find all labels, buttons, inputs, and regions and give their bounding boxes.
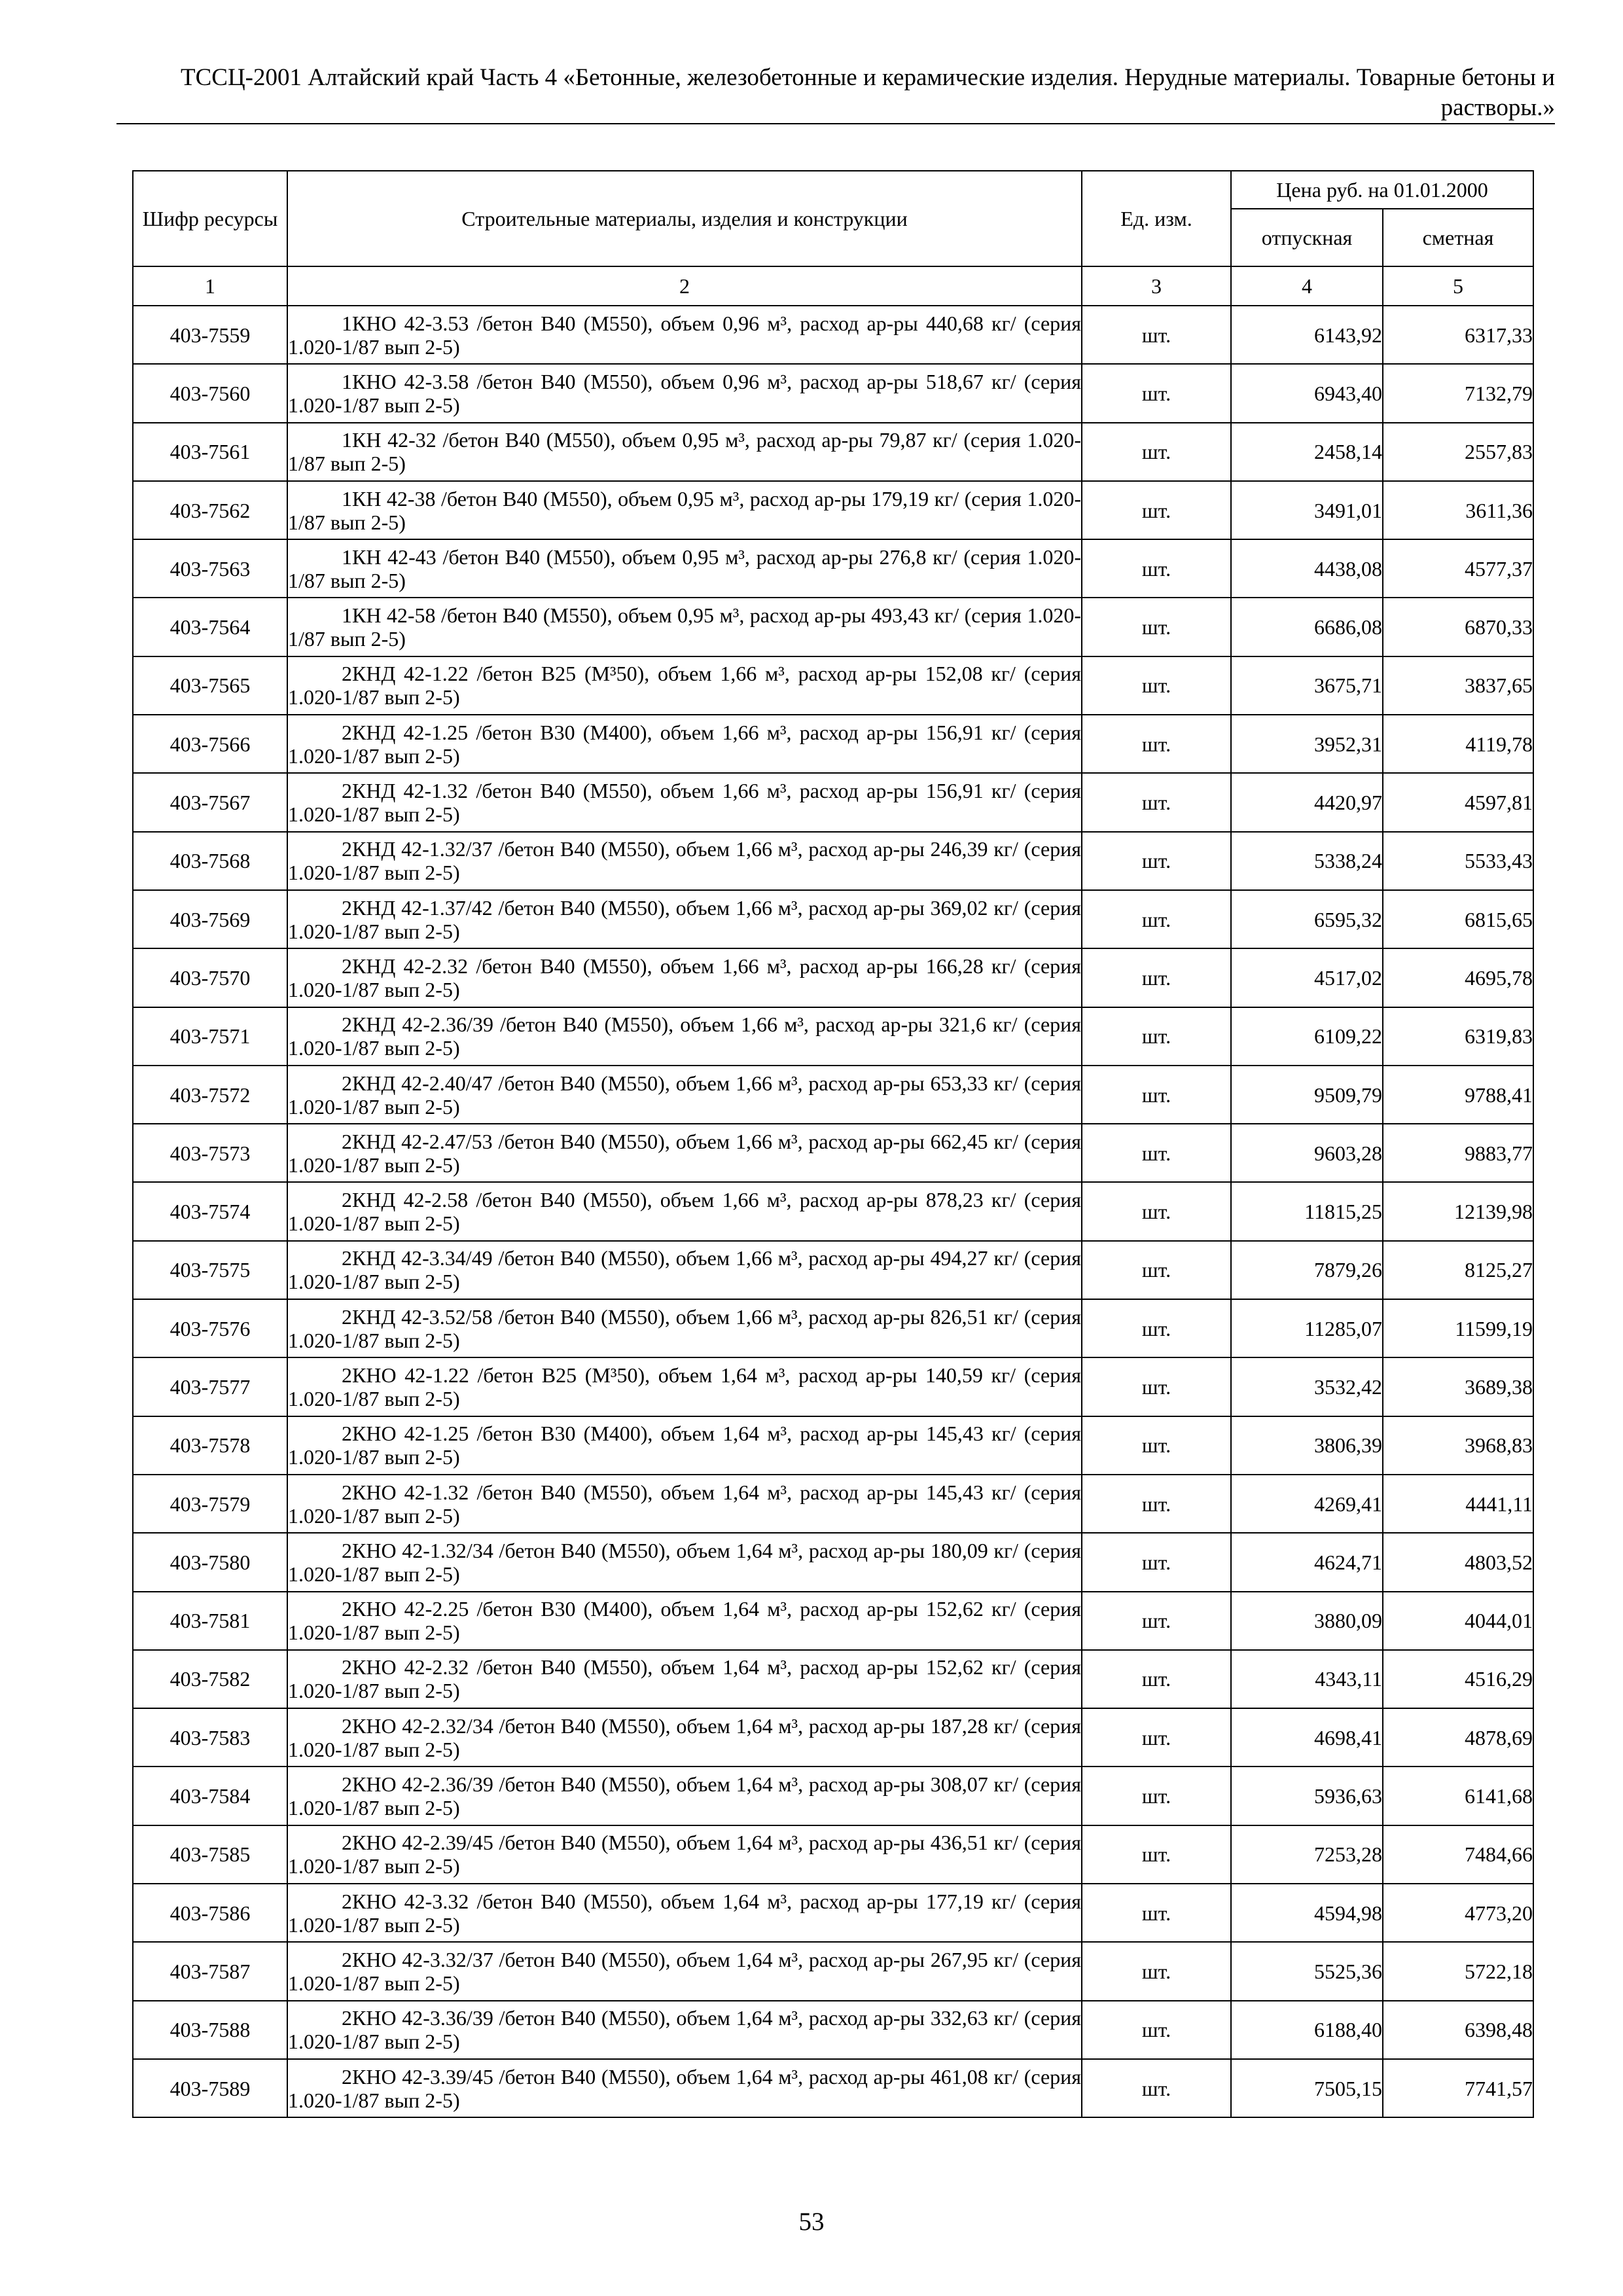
table-row [133,773,1533,831]
material-description-cell [287,1767,1082,1825]
table-row [133,364,1533,422]
unit-cell: шт. [1082,2059,1231,2117]
release-price-cell: 4594,98 [1231,1884,1383,1942]
unit-cell: шт. [1082,598,1231,656]
resource-code-cell: 403-7565 [133,656,287,715]
material-description-cell [287,364,1082,422]
estimate-price-cell: 2557,83 [1383,423,1533,481]
release-price-cell: 6109,22 [1231,1007,1383,1066]
column-header-code: Шифр ресурсы [133,171,287,266]
table-row [133,2059,1533,2117]
release-price-cell: 7505,15 [1231,2059,1383,2117]
table-row [133,1299,1533,1357]
unit-cell: шт. [1082,715,1231,773]
material-description-cell [287,1708,1082,1767]
release-price-cell: 5525,36 [1231,1942,1383,2000]
table-row [133,1066,1533,1124]
resource-code-cell: 403-7572 [133,1066,287,1124]
estimate-price-cell: 4044,01 [1383,1592,1533,1650]
estimate-price-cell: 7484,66 [1383,1825,1533,1884]
resource-code-cell: 403-7568 [133,832,287,890]
release-price-cell: 4624,71 [1231,1533,1383,1591]
resource-code-cell: 403-7576 [133,1299,287,1357]
table-row [133,1182,1533,1240]
unit-cell: шт. [1082,773,1231,831]
header-divider [116,123,1555,124]
material-description-cell [287,1182,1082,1240]
unit-cell: шт. [1082,1124,1231,1182]
table-row [133,1767,1533,1825]
material-description-text: 2КНД 42-2.58 /бетон В40 (М550), объем 1,66 м³, расход ар-ры 878,23 кг/ (серия 1.020-1/87 вып 2-5) [288,1188,1081,1236]
material-description-cell [287,1884,1082,1942]
table-row [133,2001,1533,2059]
table-row [133,1884,1533,1942]
release-price-cell: 6143,92 [1231,306,1383,364]
page-header-line-1: ТССЦ-2001 Алтайский край Часть 4 «Бетонные, железобетонные и керамические изделия. Нерудные материалы. Товарные бетоны и [180,64,1555,91]
release-price-cell: 11285,07 [1231,1299,1383,1357]
unit-cell: шт. [1082,1007,1231,1066]
material-description-text: 1КН 42-38 /бетон В40 (М550), объем 0,95 м³, расход ар-ры 179,19 кг/ (серия 1.020-1/87 вып 2-5) [288,486,1081,534]
material-description-cell [287,1592,1082,1650]
column-number-row [133,266,1533,306]
resource-code-cell: 403-7586 [133,1884,287,1942]
table-row [133,539,1533,598]
unit-cell: шт. [1082,1533,1231,1591]
unit-cell: шт. [1082,1066,1231,1124]
material-description-cell [287,2059,1082,2117]
table-row [133,1708,1533,1767]
material-description-cell [287,1124,1082,1182]
material-description-cell [287,1533,1082,1591]
material-description-text: 2КНО 42-2.32/34 /бетон В40 (М550), объем 1,64 м³, расход ар-ры 187,28 кг/ (серия 1.020-1/87 вып 2-5) [288,1713,1081,1761]
material-description-cell [287,306,1082,364]
estimate-price-cell: 12139,98 [1383,1182,1533,1240]
material-description-cell [287,948,1082,1007]
unit-cell: шт. [1082,1182,1231,1240]
table-row [133,1416,1533,1475]
table-row [133,890,1533,948]
estimate-price-cell: 7741,57 [1383,2059,1533,2117]
page-number: 53 [798,2208,825,2236]
unit-cell: шт. [1082,1592,1231,1650]
material-description-text: 2КНО 42-3.32/37 /бетон В40 (М550), объем 1,64 м³, расход ар-ры 267,95 кг/ (серия 1.020-1/87 вып 2-5) [288,1947,1081,1995]
material-description-cell [287,1357,1082,1416]
material-description-text: 2КНД 42-2.32 /бетон В40 (М550), объем 1,66 м³, расход ар-ры 166,28 кг/ (серия 1.020-1/87 вып 2-5) [288,954,1081,1001]
resource-code-cell: 403-7567 [133,773,287,831]
resource-code-cell: 403-7569 [133,890,287,948]
table-row [133,1825,1533,1884]
release-price-cell: 11815,25 [1231,1182,1383,1240]
estimate-price-cell: 6317,33 [1383,306,1533,364]
estimate-price-cell: 4878,69 [1383,1708,1533,1767]
unit-cell: шт. [1082,1708,1231,1767]
estimate-price-cell: 4597,81 [1383,773,1533,831]
unit-cell: шт. [1082,539,1231,598]
material-description-text: 2КНД 42-1.37/42 /бетон В40 (М550), объем 1,66 м³, расход ар-ры 369,02 кг/ (серия 1.020-1/87 вып 2-5) [288,895,1081,943]
estimate-price-cell: 6870,33 [1383,598,1533,656]
estimate-price-cell: 6815,65 [1383,890,1533,948]
resource-code-cell: 403-7564 [133,598,287,656]
material-description-text: 2КНО 42-3.36/39 /бетон В40 (М550), объем 1,64 м³, расход ар-ры 332,63 кг/ (серия 1.020-1/87 вып 2-5) [288,2006,1081,2054]
unit-cell: шт. [1082,1357,1231,1416]
column-number: 1 [133,266,287,306]
resource-code-cell: 403-7560 [133,364,287,422]
estimate-price-cell: 4516,29 [1383,1650,1533,1708]
resource-code-cell: 403-7584 [133,1767,287,1825]
estimate-price-cell: 4773,20 [1383,1884,1533,1942]
material-description-text: 2КНД 42-2.40/47 /бетон В40 (М550), объем 1,66 м³, расход ар-ры 653,33 кг/ (серия 1.020-1/87 вып 2-5) [288,1071,1081,1119]
release-price-cell: 3806,39 [1231,1416,1383,1475]
material-description-text: 2КНО 42-3.39/45 /бетон В40 (М550), объем 1,64 м³, расход ар-ры 461,08 кг/ (серия 1.020-1/87 вып 2-5) [288,2064,1081,2112]
release-price-cell: 7253,28 [1231,1825,1383,1884]
material-description-text: 1КН 42-43 /бетон В40 (М550), объем 0,95 м³, расход ар-ры 276,8 кг/ (серия 1.020-1/87 вып 2-5) [288,545,1081,592]
resource-code-cell: 403-7574 [133,1182,287,1240]
table-row [133,1007,1533,1066]
release-price-cell: 3952,31 [1231,715,1383,773]
estimate-price-cell: 8125,27 [1383,1241,1533,1299]
column-header-release-price: отпускная [1231,209,1383,266]
material-description-cell [287,832,1082,890]
release-price-cell: 9509,79 [1231,1066,1383,1124]
material-description-text: 2КНД 42-2.36/39 /бетон В40 (М550), объем 1,66 м³, расход ар-ры 321,6 кг/ (серия 1.020-1/87 вып 2-5) [288,1013,1081,1060]
material-description-text: 2КНО 42-2.32 /бетон В40 (М550), объем 1,64 м³, расход ар-ры 152,62 кг/ (серия 1.020-1/87 вып 2-5) [288,1655,1081,1703]
material-description-cell [287,1416,1082,1475]
resource-code-cell: 403-7571 [133,1007,287,1066]
column-number: 5 [1383,266,1533,306]
material-description-cell [287,539,1082,598]
column-header-name: Строительные материалы, изделия и конструкции [287,171,1082,266]
release-price-cell: 3491,01 [1231,481,1383,539]
material-description-text: 2КНО 42-1.32/34 /бетон В40 (М550), объем 1,64 м³, расход ар-ры 180,09 кг/ (серия 1.020-1/87 вып 2-5) [288,1538,1081,1586]
release-price-cell: 4517,02 [1231,948,1383,1007]
release-price-cell: 6943,40 [1231,364,1383,422]
price-table [132,170,1534,2118]
estimate-price-cell: 4803,52 [1383,1533,1533,1591]
material-description-text: 2КНД 42-1.32/37 /бетон В40 (М550), объем 1,66 м³, расход ар-ры 246,39 кг/ (серия 1.020-1/87 вып 2-5) [288,837,1081,885]
resource-code-cell: 403-7583 [133,1708,287,1767]
material-description-cell [287,423,1082,481]
unit-cell: шт. [1082,1416,1231,1475]
table-row [133,948,1533,1007]
unit-cell: шт. [1082,1767,1231,1825]
material-description-text: 1КНО 42-3.53 /бетон В40 (М550), объем 0,96 м³, расход ар-ры 440,68 кг/ (серия 1.020-1/87 вып 2-5) [288,311,1081,359]
material-description-text: 2КНО 42-1.25 /бетон В30 (М400), объем 1,64 м³, расход ар-ры 145,43 кг/ (серия 1.020-1/87 вып 2-5) [288,1422,1081,1469]
table-row [133,306,1533,364]
estimate-price-cell: 9883,77 [1383,1124,1533,1182]
material-description-cell [287,1066,1082,1124]
material-description-cell [287,715,1082,773]
unit-cell: шт. [1082,832,1231,890]
material-description-cell [287,656,1082,715]
resource-code-cell: 403-7589 [133,2059,287,2117]
material-description-cell [287,2001,1082,2059]
table-row [133,1533,1533,1591]
unit-cell: шт. [1082,656,1231,715]
unit-cell: шт. [1082,1241,1231,1299]
material-description-text: 2КНД 42-1.25 /бетон В30 (М400), объем 1,66 м³, расход ар-ры 156,91 кг/ (серия 1.020-1/87 вып 2-5) [288,720,1081,768]
unit-cell: шт. [1082,1299,1231,1357]
release-price-cell: 3675,71 [1231,656,1383,715]
table-row [133,423,1533,481]
release-price-cell: 4698,41 [1231,1708,1383,1767]
material-description-cell [287,1299,1082,1357]
release-price-cell: 7879,26 [1231,1241,1383,1299]
unit-cell: шт. [1082,2001,1231,2059]
unit-cell: шт. [1082,1884,1231,1942]
resource-code-cell: 403-7575 [133,1241,287,1299]
material-description-text: 2КНО 42-1.22 /бетон В25 (М³50), объем 1,64 м³, расход ар-ры 140,59 кг/ (серия 1.020-1/87 вып 2-5) [288,1363,1081,1410]
material-description-text: 1КНО 42-3.58 /бетон В40 (М550), объем 0,96 м³, расход ар-ры 518,67 кг/ (серия 1.020-1/87 вып 2-5) [288,369,1081,417]
table-row [133,1942,1533,2000]
release-price-cell: 4438,08 [1231,539,1383,598]
table-body [133,306,1533,2117]
material-description-cell [287,1241,1082,1299]
material-description-text: 2КНО 42-2.39/45 /бетон В40 (М550), объем 1,64 м³, расход ар-ры 436,51 кг/ (серия 1.020-1/87 вып 2-5) [288,1831,1081,1878]
column-header-estimate-price: сметная [1383,209,1533,266]
estimate-price-cell: 3837,65 [1383,656,1533,715]
material-description-cell [287,481,1082,539]
resource-code-cell: 403-7577 [133,1357,287,1416]
material-description-cell [287,1007,1082,1066]
estimate-price-cell: 6398,48 [1383,2001,1533,2059]
unit-cell: шт. [1082,364,1231,422]
release-price-cell: 5338,24 [1231,832,1383,890]
estimate-price-cell: 6141,68 [1383,1767,1533,1825]
resource-code-cell: 403-7562 [133,481,287,539]
resource-code-cell: 403-7579 [133,1475,287,1533]
page-header [116,63,1555,123]
page-header-line-2: растворы.» [1440,94,1555,121]
column-number: 3 [1082,266,1231,306]
estimate-price-cell: 6319,83 [1383,1007,1533,1066]
resource-code-cell: 403-7588 [133,2001,287,2059]
release-price-cell: 6188,40 [1231,2001,1383,2059]
unit-cell: шт. [1082,1825,1231,1884]
material-description-text: 2КНД 42-3.34/49 /бетон В40 (М550), объем 1,66 м³, расход ар-ры 494,27 кг/ (серия 1.020-1/87 вып 2-5) [288,1246,1081,1294]
material-description-cell [287,1825,1082,1884]
column-number: 4 [1231,266,1383,306]
release-price-cell: 6595,32 [1231,890,1383,948]
material-description-cell [287,1650,1082,1708]
unit-cell: шт. [1082,948,1231,1007]
resource-code-cell: 403-7559 [133,306,287,364]
release-price-cell: 3532,42 [1231,1357,1383,1416]
table-row [133,656,1533,715]
column-header-price-group: Цена руб. на 01.01.2000 [1231,171,1533,209]
resource-code-cell: 403-7578 [133,1416,287,1475]
material-description-text: 2КНД 42-3.52/58 /бетон В40 (М550), объем 1,66 м³, расход ар-ры 826,51 кг/ (серия 1.020-1/87 вып 2-5) [288,1304,1081,1352]
resource-code-cell: 403-7587 [133,1942,287,2000]
release-price-cell: 4269,41 [1231,1475,1383,1533]
release-price-cell: 5936,63 [1231,1767,1383,1825]
resource-code-cell: 403-7580 [133,1533,287,1591]
release-price-cell: 4420,97 [1231,773,1383,831]
material-description-cell [287,773,1082,831]
material-description-text: 2КНО 42-3.32 /бетон В40 (М550), объем 1,64 м³, расход ар-ры 177,19 кг/ (серия 1.020-1/87 вып 2-5) [288,1889,1081,1937]
unit-cell: шт. [1082,1650,1231,1708]
estimate-price-cell: 5722,18 [1383,1942,1533,2000]
estimate-price-cell: 3968,83 [1383,1416,1533,1475]
resource-code-cell: 403-7573 [133,1124,287,1182]
release-price-cell: 6686,08 [1231,598,1383,656]
material-description-text: 2КНО 42-2.36/39 /бетон В40 (М550), объем 1,64 м³, расход ар-ры 308,07 кг/ (серия 1.020-1/87 вып 2-5) [288,1772,1081,1820]
unit-cell: шт. [1082,306,1231,364]
estimate-price-cell: 9788,41 [1383,1066,1533,1124]
unit-cell: шт. [1082,890,1231,948]
resource-code-cell: 403-7582 [133,1650,287,1708]
table-row [133,1124,1533,1182]
material-description-text: 1КН 42-32 /бетон В40 (М550), объем 0,95 м³, расход ар-ры 79,87 кг/ (серия 1.020-1/87 вып 2-5) [288,428,1081,476]
resource-code-cell: 403-7563 [133,539,287,598]
unit-cell: шт. [1082,481,1231,539]
estimate-price-cell: 4577,37 [1383,539,1533,598]
estimate-price-cell: 4441,11 [1383,1475,1533,1533]
estimate-price-cell: 7132,79 [1383,364,1533,422]
table-row [133,1241,1533,1299]
table-row [133,1357,1533,1416]
material-description-text: 2КНО 42-1.32 /бетон В40 (М550), объем 1,64 м³, расход ар-ры 145,43 кг/ (серия 1.020-1/87 вып 2-5) [288,1480,1081,1528]
table-row [133,715,1533,773]
unit-cell: шт. [1082,1942,1231,2000]
material-description-cell [287,598,1082,656]
estimate-price-cell: 4695,78 [1383,948,1533,1007]
estimate-price-cell: 5533,43 [1383,832,1533,890]
estimate-price-cell: 3689,38 [1383,1357,1533,1416]
material-description-text: 2КНД 42-1.22 /бетон В25 (М³50), объем 1,66 м³, расход ар-ры 152,08 кг/ (серия 1.020-1/87 вып 2-5) [288,662,1081,709]
resource-code-cell: 403-7566 [133,715,287,773]
resource-code-cell: 403-7581 [133,1592,287,1650]
table-row [133,481,1533,539]
resource-code-cell: 403-7570 [133,948,287,1007]
material-description-text: 2КНО 42-2.25 /бетон В30 (М400), объем 1,64 м³, расход ар-ры 152,62 кг/ (серия 1.020-1/87 вып 2-5) [288,1597,1081,1645]
table-row [133,832,1533,890]
resource-code-cell: 403-7561 [133,423,287,481]
table-row [133,1650,1533,1708]
release-price-cell: 4343,11 [1231,1650,1383,1708]
material-description-text: 1КН 42-58 /бетон В40 (М550), объем 0,95 м³, расход ар-ры 493,43 кг/ (серия 1.020-1/87 вып 2-5) [288,603,1081,651]
estimate-price-cell: 4119,78 [1383,715,1533,773]
material-description-text: 2КНД 42-1.32 /бетон В40 (М550), объем 1,66 м³, расход ар-ры 156,91 кг/ (серия 1.020-1/87 вып 2-5) [288,779,1081,827]
estimate-price-cell: 11599,19 [1383,1299,1533,1357]
material-description-cell [287,890,1082,948]
table-row [133,1592,1533,1650]
column-header-unit: Ед. изм. [1082,171,1231,266]
estimate-price-cell: 3611,36 [1383,481,1533,539]
material-description-cell [287,1942,1082,2000]
material-description-text: 2КНД 42-2.47/53 /бетон В40 (М550), объем 1,66 м³, расход ар-ры 662,45 кг/ (серия 1.020-1/87 вып 2-5) [288,1129,1081,1177]
table-row [133,1475,1533,1533]
column-number: 2 [287,266,1082,306]
unit-cell: шт. [1082,423,1231,481]
unit-cell: шт. [1082,1475,1231,1533]
release-price-cell: 3880,09 [1231,1592,1383,1650]
release-price-cell: 2458,14 [1231,423,1383,481]
release-price-cell: 9603,28 [1231,1124,1383,1182]
table-row [133,598,1533,656]
resource-code-cell: 403-7585 [133,1825,287,1884]
material-description-cell [287,1475,1082,1533]
